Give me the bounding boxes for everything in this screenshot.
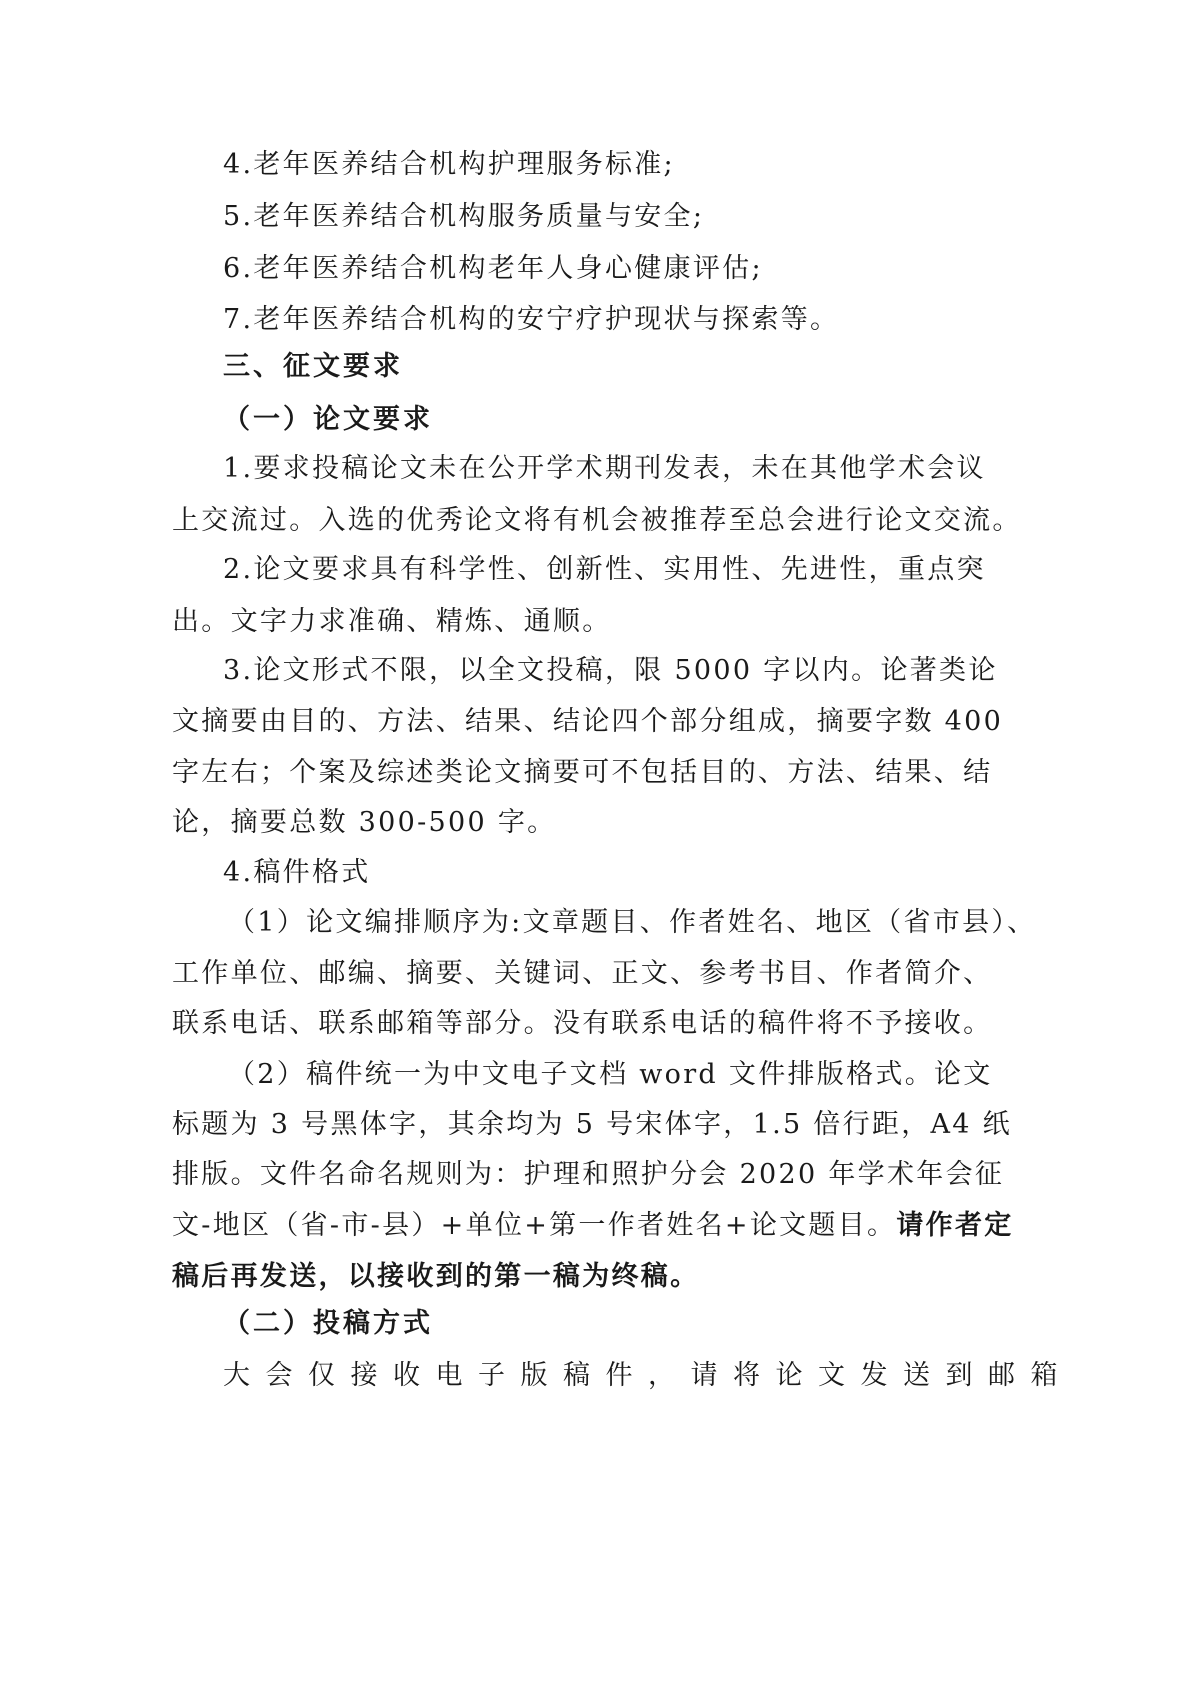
req4-p2-line4-text: 文-地区（省-市-县）+单位+第一作者姓名+论文题目。 [172,1210,897,1241]
req2-line1: 2.论文要求具有科学性、创新性、实用性、先进性，重点突 [223,554,986,585]
list-item-6: 6.老年医养结合机构老年人身心健康评估; [223,253,763,284]
req4-p1-line1: （1）论文编排顺序为:文章题目、作者姓名、地区（省市县）、 [228,907,1037,938]
sub-heading-submission-method: （二）投稿方式 [223,1308,433,1339]
list-item-4: 4.老年医养结合机构护理服务标准; [223,149,675,180]
req4-p2-line4 [172,1209,1014,1243]
req4-p2-line1: （2）稿件统一为中文电子文档 word 文件排版格式。论文 [228,1059,993,1090]
req3-line2: 文摘要由目的、方法、结果、结论四个部分组成，摘要字数 400 [172,706,1004,737]
req4-p2-line5-emphasis: 稿后再发送，以接收到的第一稿为终稿。 [172,1261,700,1292]
req1-line1: 1.要求投稿论文未在公开学术期刊发表，未在其他学术会议 [223,453,986,484]
list-item-5: 5.老年医养结合机构服务质量与安全; [223,201,705,232]
req3-line4: 论，摘要总数 300-500 字。 [172,807,557,838]
section-heading: 三、征文要求 [223,351,403,382]
req3-line3: 字左右；个案及综述类论文摘要可不包括目的、方法、结果、结 [172,757,993,788]
req4-p1-line2: 工作单位、邮编、摘要、关键词、正文、参考书目、作者简介、 [172,958,993,989]
req3-line1: 3.论文形式不限，以全文投稿，限 5000 字以内。论著类论 [223,655,998,686]
req4-p2-line4-emphasis: 请作者定 [896,1210,1014,1241]
list-item-7: 7.老年医养结合机构的安宁疗护现状与探索等。 [223,304,840,335]
req1-line2: 上交流过。入选的优秀论文将有机会被推荐至总会进行论文交流。 [172,505,1022,536]
req4-title: 4.稿件格式 [223,857,371,888]
submission-line1: 大会仅接收电子版稿件，请将论文发送到邮箱 [223,1360,1073,1391]
req4-p1-line3: 联系电话、联系邮箱等部分。没有联系电话的稿件将不予接收。 [172,1008,993,1039]
req4-p2-line2: 标题为 3 号黑体字，其余均为 5 号宋体字，1.5 倍行距，A4 纸 [172,1109,1012,1140]
req4-p2-line3: 排版。文件名命名规则为：护理和照护分会 2020 年学术年会征 [172,1159,1005,1190]
req2-line2: 出。文字力求准确、精炼、通顺。 [172,606,612,637]
sub-heading-paper-requirements: （一）论文要求 [223,404,433,435]
